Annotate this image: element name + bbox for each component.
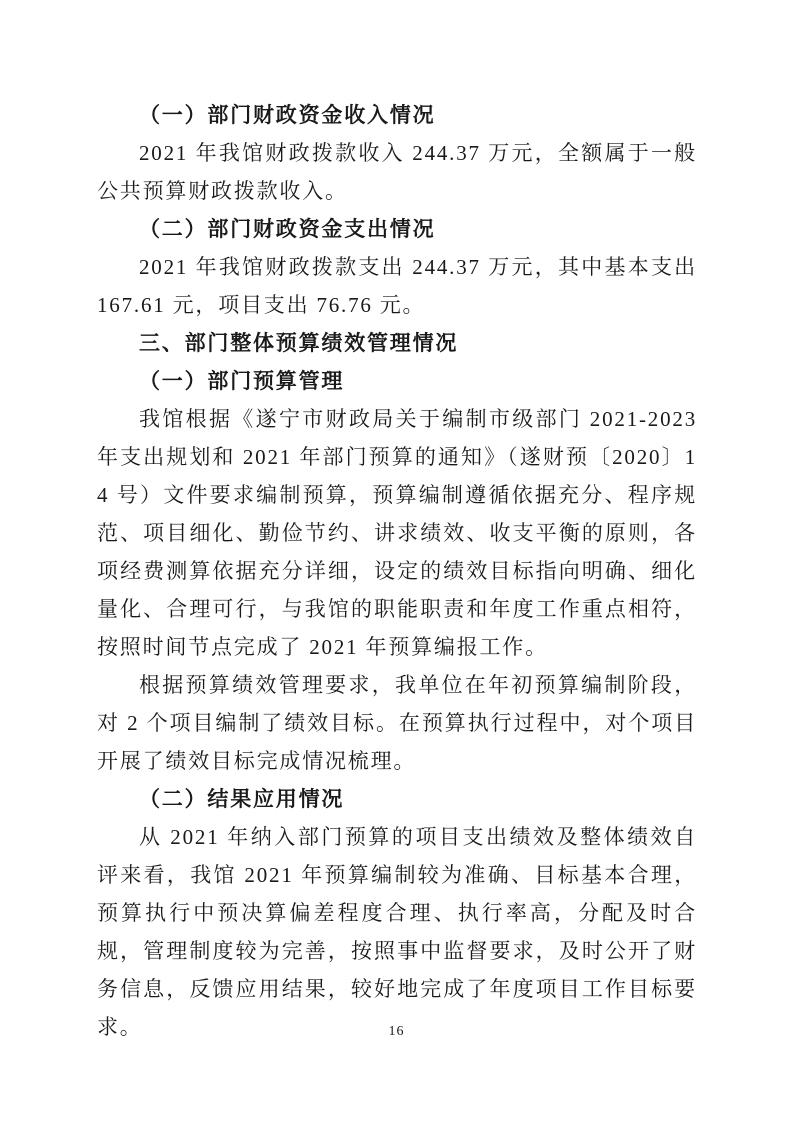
heading-dept-budget-management: （一）部门预算管理 [139, 369, 345, 393]
heading-dept-fiscal-expenditure: （二）部门财政资金支出情况 [139, 217, 436, 241]
heading-result-application: （二）结果应用情况 [139, 787, 345, 811]
paragraph-self-evaluation: 从 2021 年纳入部门预算的项目支出绩效及整体绩效自评来看，我馆 2021 年预算编制较为准确、目标基本合理，预算执行中预决算偏差程度合理、执行率高，分配及时合规，管理制度较为完善，按照事中监督要求，及时公开了财务信息，反馈应用结果，较好地完成了年度项目工作目标要求。 [97, 825, 697, 1039]
paragraph-performance-targets: 根据预算绩效管理要求，我单位在年初预算编制阶段，对 2 个项目编制了绩效目标。在预算执行过程中，对个项目开展了绩效目标完成情况梳理。 [97, 673, 697, 773]
heading-dept-fiscal-income: （一）部门财政资金收入情况 [139, 103, 436, 127]
page-number: 16 [388, 1024, 405, 1039]
heading-overall-budget-performance: 三、部门整体预算绩效管理情况 [139, 331, 459, 355]
paragraph-fiscal-expenditure: 2021 年我馆财政拨款支出 244.37 万元，其中基本支出 167.61 元，项目支出 76.76 元。 [97, 255, 697, 317]
paragraph-budget-compilation: 我馆根据《遂宁市财政局关于编制市级部门 2021-2023 年支出规划和 2021 年部门预算的通知》（遂财预〔2020〕14 号）文件要求编制预算，预算编制遵循依据充分、程序规范、项目细化、勤俭节约、讲求绩效、收支平衡的原则，各项经费测算依据充分详细，设定的绩效目标指向明确、细化量化、合理可行，与我馆的职能职责和年度工作重点相符，按照时间节点完成了 2021 年预算编报工作。 [97, 407, 697, 659]
paragraph-fiscal-income: 2021 年我馆财政拨款收入 244.37 万元，全额属于一般公共预算财政拨款收入。 [97, 141, 697, 203]
